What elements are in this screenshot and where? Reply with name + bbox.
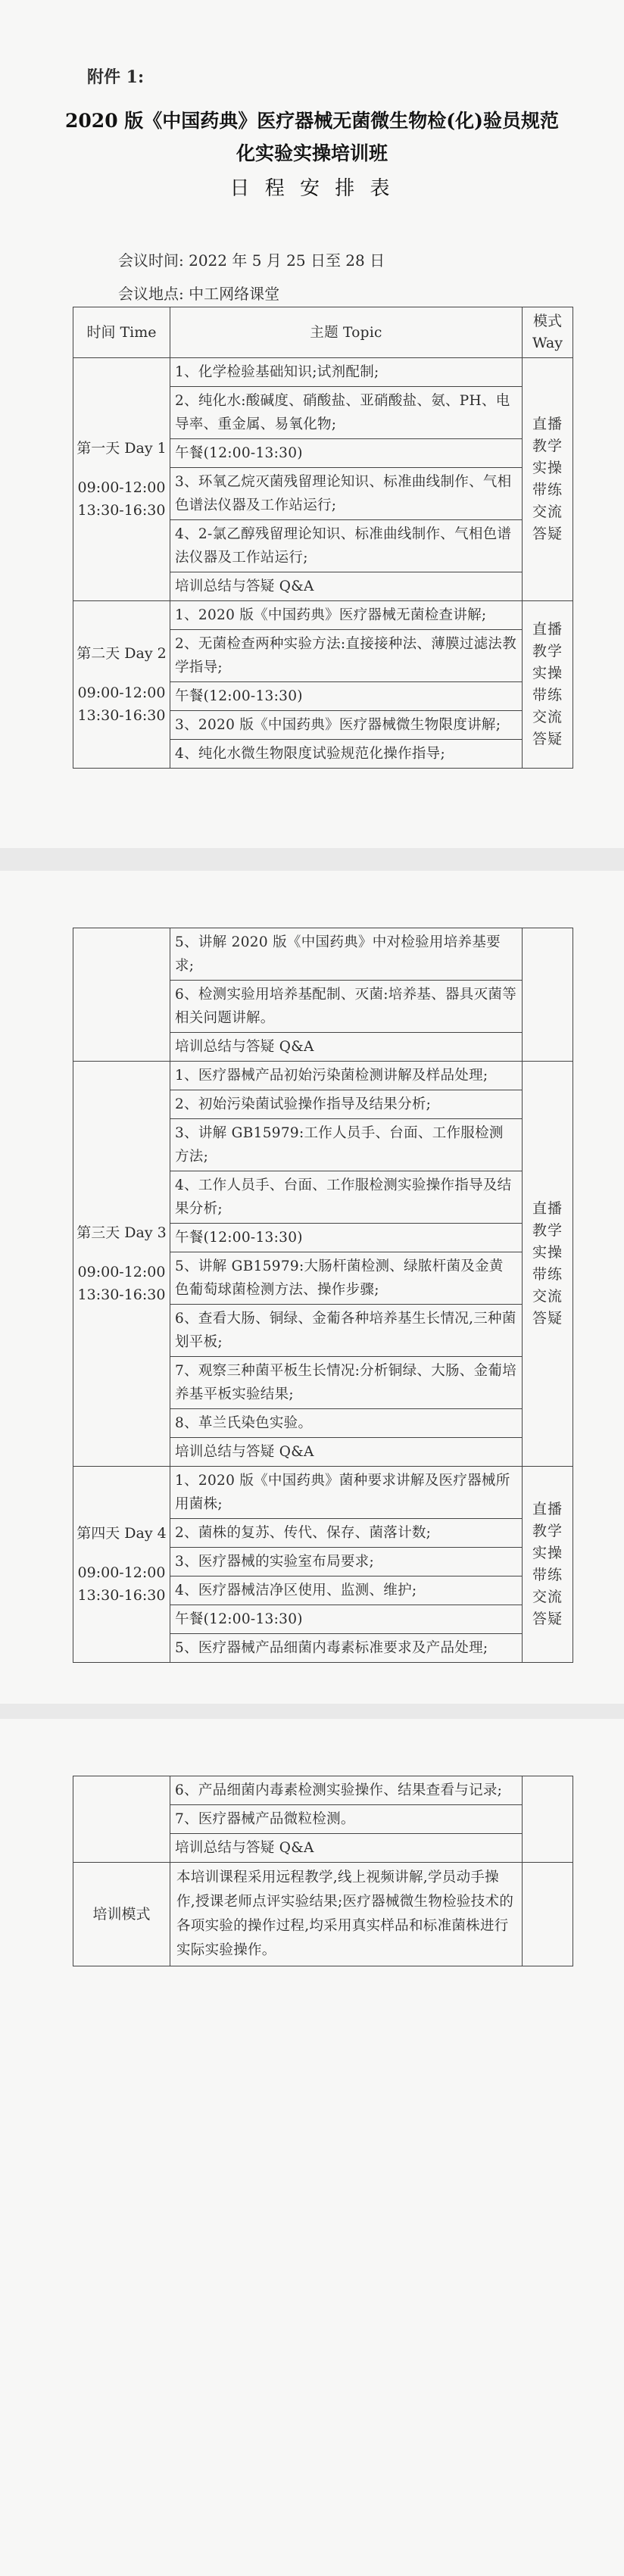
day2-item: 2、无菌检查两种实验方法:直接接种法、薄膜过滤法教学指导; <box>170 630 523 682</box>
day3-item: 7、观察三种菌平板生长情况:分析铜绿、大肠、金葡培养基平板实验结果; <box>170 1357 523 1409</box>
day4-label: 第四天 Day 4 <box>76 1525 167 1542</box>
day4-cont-time-cell <box>73 1776 170 1863</box>
day1-item: 2、纯化水:酸碱度、硝酸盐、亚硝酸盐、氨、PH、电导率、重金属、易氧化物; <box>170 387 523 439</box>
qa-session: 培训总结与答疑 Q&A <box>170 1438 523 1467</box>
header-way: 模式 Way <box>523 307 573 358</box>
page-1 <box>0 0 624 848</box>
schedule-table-part-3 <box>73 1776 573 1966</box>
day3-item: 5、讲解 GB15979:大肠杆菌检测、绿脓杆菌及金黄色葡萄球菌检测方法、操作步骤; <box>170 1252 523 1305</box>
day4-item: 5、医疗器械产品细菌内毒素标准要求及产品处理; <box>170 1634 523 1663</box>
day4-cont-way <box>523 1776 573 1863</box>
day3-item: 2、初始污染菌试验操作指导及结果分析; <box>170 1090 523 1119</box>
day2-cont-time-cell <box>73 928 170 1062</box>
table-row <box>73 1863 573 1966</box>
day1-way: 直播 教学 实操 带练 交流 答疑 <box>523 358 573 601</box>
attachment-label: 附件 1: <box>87 67 145 87</box>
day4-item: 7、医疗器械产品微粒检测。 <box>170 1805 523 1834</box>
day1-item: 3、环氧乙烷灭菌残留理论知识、标准曲线制作、气相色谱法仪器及工作站运行; <box>170 468 523 520</box>
schedule-table-part-2 <box>73 928 573 1663</box>
day3-way: 直播 教学 实操 带练 交流 答疑 <box>523 1062 573 1467</box>
lunch-break: 午餐(12:00-13:30) <box>170 682 523 711</box>
day4-way: 直播 教学 实操 带练 交流 答疑 <box>523 1467 573 1663</box>
page-3 <box>0 1719 624 2576</box>
qa-session: 培训总结与答疑 Q&A <box>170 1834 523 1863</box>
day3-item: 6、查看大肠、铜绿、金葡各种培养基生长情况,三种菌划平板; <box>170 1305 523 1357</box>
day2-time-cell <box>73 601 170 769</box>
day2-cont-way <box>523 928 573 1062</box>
header-time: 时间 Time <box>73 307 170 358</box>
day1-label: 第一天 Day 1 <box>76 440 167 457</box>
day2-label: 第二天 Day 2 <box>76 645 167 662</box>
schedule-heading: 日 程 安 排 表 <box>229 177 395 200</box>
day4-item: 1、2020 版《中国药典》菌种要求讲解及医疗器械所用菌株; <box>170 1467 523 1519</box>
meeting-time: 会议时间: 2022 年 5 月 25 日至 28 日 <box>118 251 385 270</box>
mode-description: 本培训课程采用远程教学,线上视频讲解,学员动手操作,授课老师点评实验结果;医疗器械微生物检验技术的各项实验的操作过程,均采用真实样品和标准菌株进行实际实验操作。 <box>170 1863 523 1966</box>
table-row <box>73 358 573 387</box>
table-row <box>73 601 573 630</box>
mode-label: 培训模式 <box>73 1863 170 1966</box>
lunch-break: 午餐(12:00-13:30) <box>170 1605 523 1634</box>
table-row <box>73 1062 573 1090</box>
day2-way: 直播 教学 实操 带练 交流 答疑 <box>523 601 573 769</box>
day4-hours: 09:00-12:00 13:30-16:30 <box>77 1564 166 1604</box>
day3-item: 8、革兰氏染色实验。 <box>170 1409 523 1438</box>
table-header-row <box>73 307 573 358</box>
title-line-1: 2020 版《中国药典》医疗器械无菌微生物检(化)验员规范 <box>65 110 559 132</box>
day4-item: 6、产品细菌内毒素检测实验操作、结果查看与记录; <box>170 1776 523 1805</box>
day3-item: 3、讲解 GB15979:工作人员手、台面、工作服检测方法; <box>170 1119 523 1171</box>
table-row <box>73 1776 573 1805</box>
qa-session: 培训总结与答疑 Q&A <box>170 572 523 601</box>
day1-item: 1、化学检验基础知识;试剂配制; <box>170 358 523 387</box>
qa-session: 培训总结与答疑 Q&A <box>170 1033 523 1062</box>
day3-label: 第三天 Day 3 <box>76 1224 167 1241</box>
header-topic: 主题 Topic <box>170 307 523 358</box>
day2-hours: 09:00-12:00 13:30-16:30 <box>77 685 166 724</box>
day2-item: 3、2020 版《中国药典》医疗器械微生物限度讲解; <box>170 711 523 740</box>
title-line-2: 化实验实操培训班 <box>236 142 388 164</box>
mode-way-empty <box>523 1863 573 1966</box>
day2-item: 1、2020 版《中国药典》医疗器械无菌检查讲解; <box>170 601 523 630</box>
schedule-table-part-1 <box>73 307 573 769</box>
day3-hours: 09:00-12:00 13:30-16:30 <box>77 1264 166 1303</box>
day1-hours: 09:00-12:00 13:30-16:30 <box>77 479 166 519</box>
meeting-place: 会议地点: 中工网络课堂 <box>118 285 280 303</box>
day1-item: 4、2-氯乙醇残留理论知识、标准曲线制作、气相色谱法仪器及工作站运行; <box>170 520 523 572</box>
page-2 <box>0 871 624 1704</box>
day4-item: 2、菌株的复苏、传代、保存、菌落计数; <box>170 1519 523 1548</box>
day1-time-cell <box>73 358 170 601</box>
day2-item: 4、纯化水微生物限度试验规范化操作指导; <box>170 740 523 769</box>
lunch-break: 午餐(12:00-13:30) <box>170 439 523 468</box>
day3-item: 1、医疗器械产品初始污染菌检测讲解及样品处理; <box>170 1062 523 1090</box>
day4-item: 3、医疗器械的实验室布局要求; <box>170 1548 523 1576</box>
day2-item: 5、讲解 2020 版《中国药典》中对检验用培养基要求; <box>170 928 523 981</box>
day4-item: 4、医疗器械洁净区使用、监测、维护; <box>170 1576 523 1605</box>
day4-time-cell <box>73 1467 170 1663</box>
day3-time-cell <box>73 1062 170 1467</box>
day3-item: 4、工作人员手、台面、工作服检测实验操作指导及结果分析; <box>170 1171 523 1224</box>
table-row <box>73 928 573 981</box>
day2-item: 6、检测实验用培养基配制、灭菌:培养基、器具灭菌等相关问题讲解。 <box>170 981 523 1033</box>
table-row <box>73 1467 573 1519</box>
lunch-break: 午餐(12:00-13:30) <box>170 1224 523 1252</box>
